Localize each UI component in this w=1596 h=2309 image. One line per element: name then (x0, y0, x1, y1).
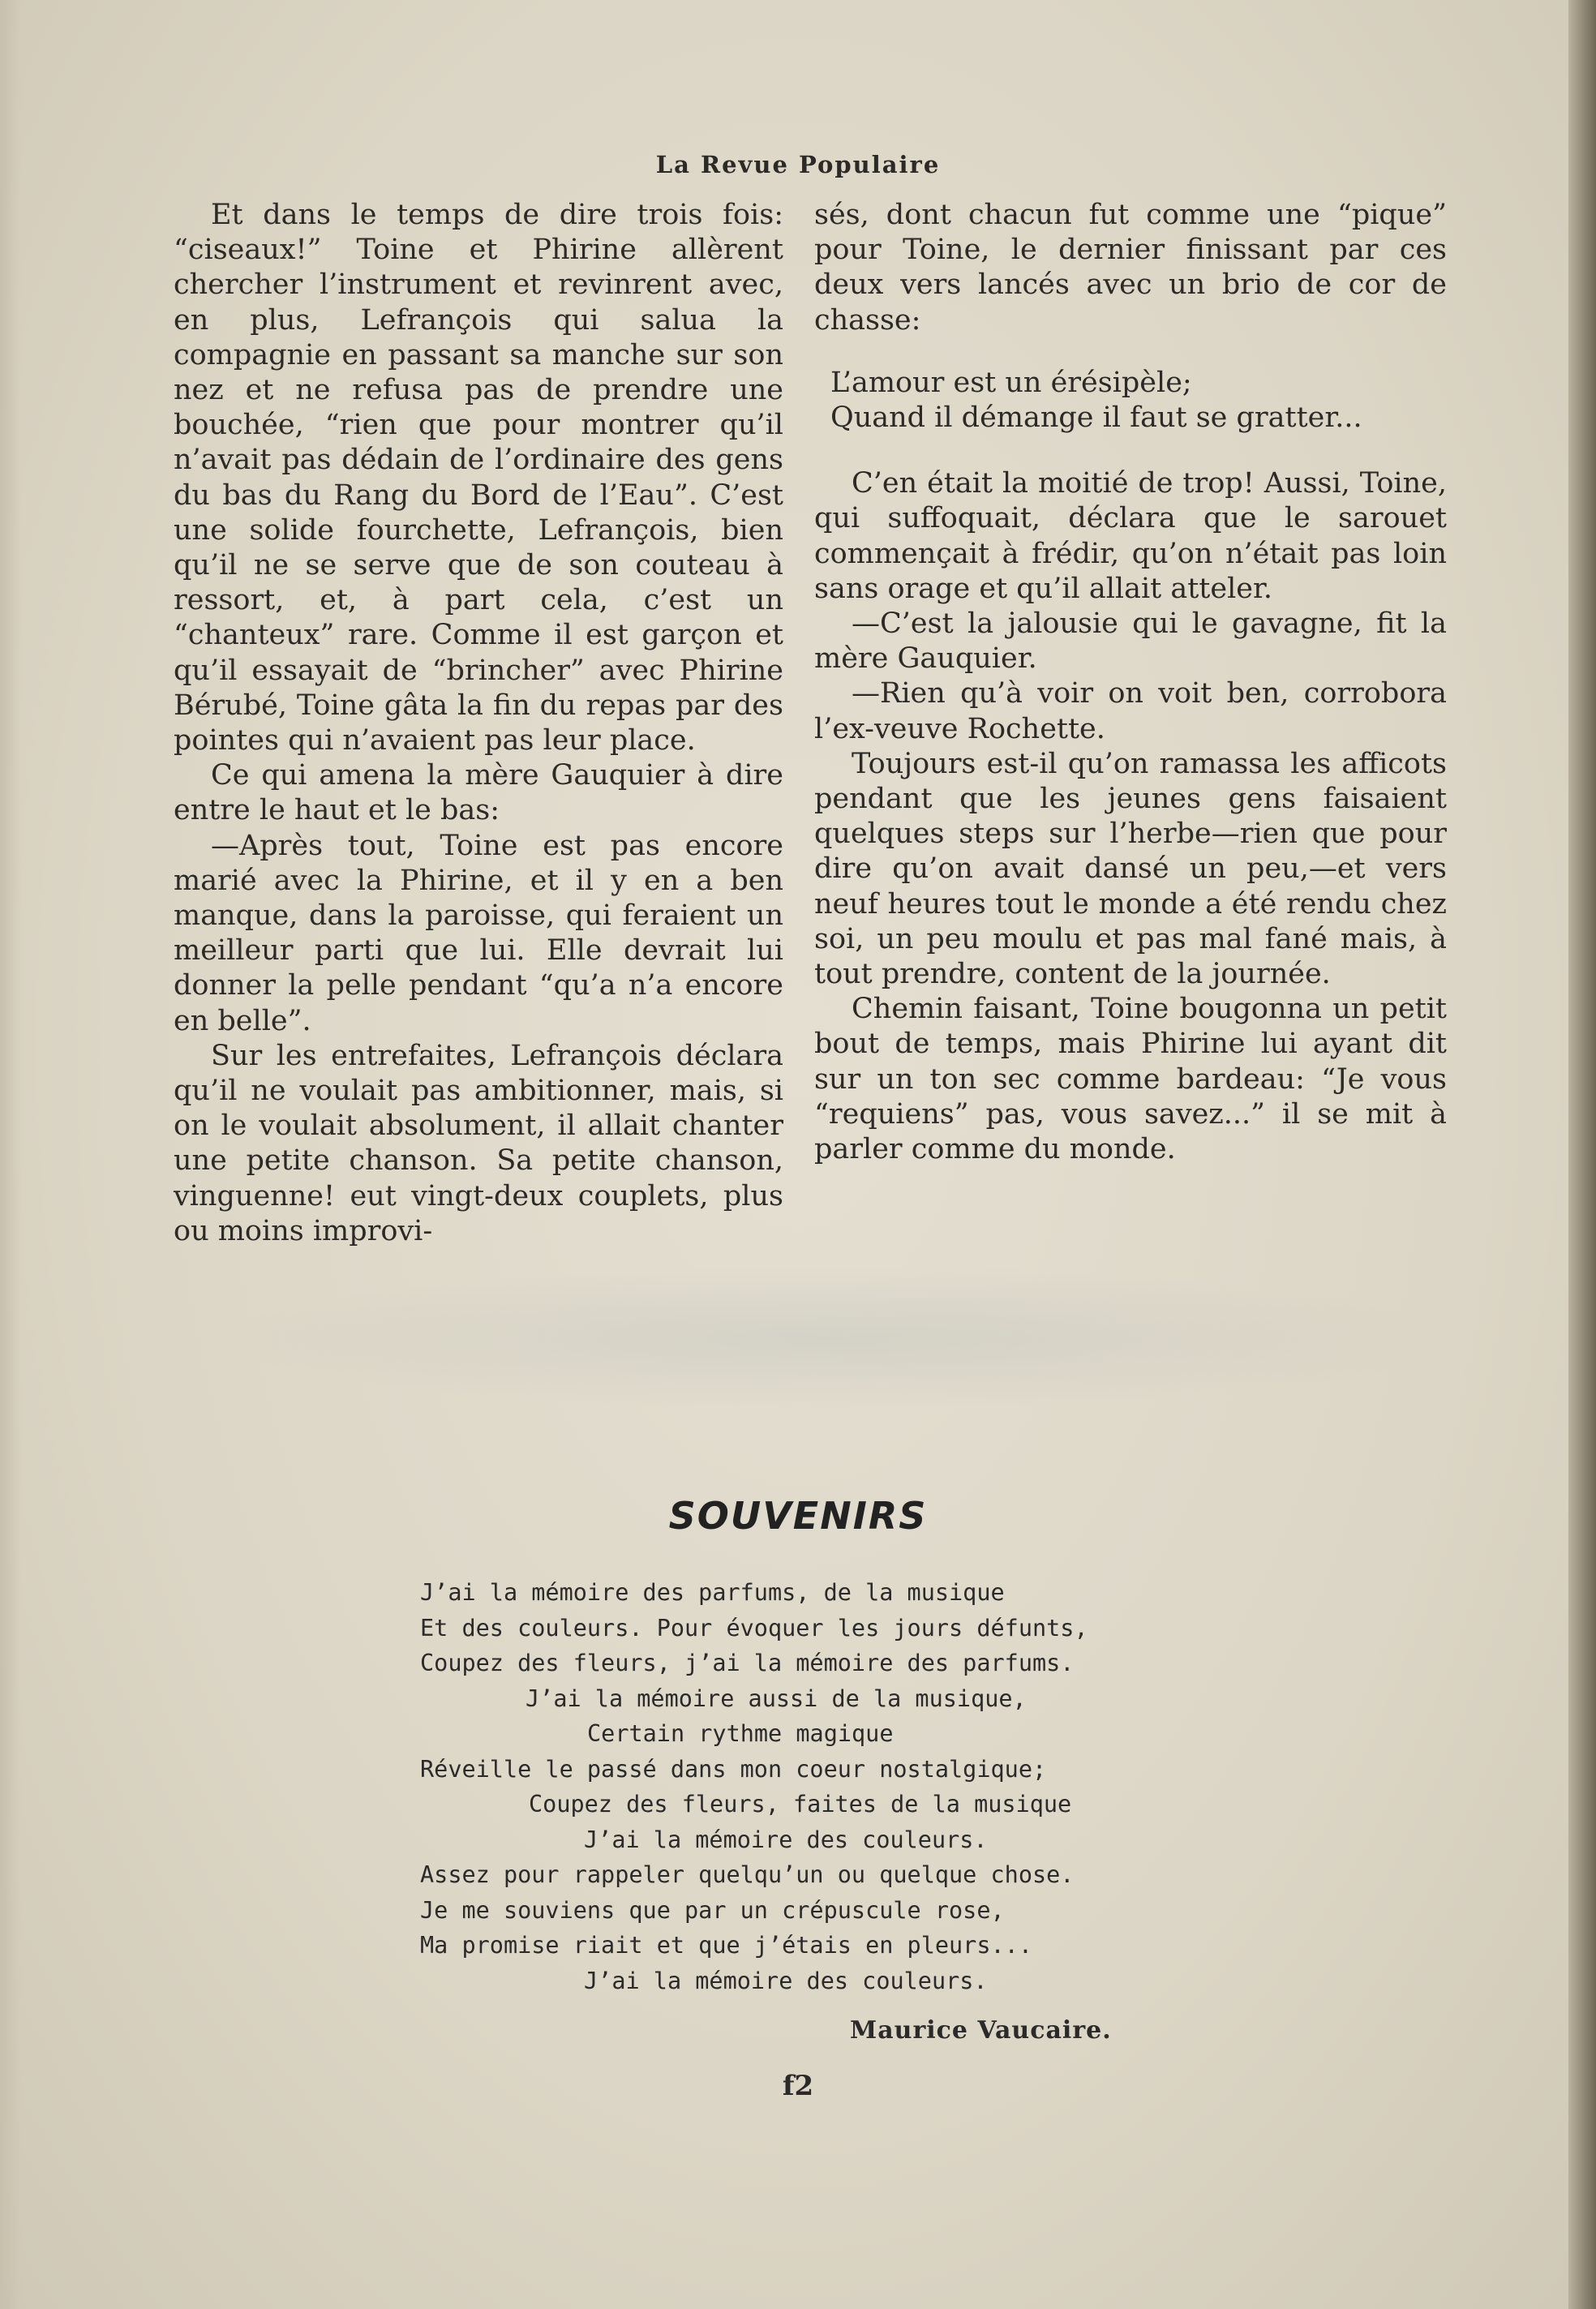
song-verse (830, 366, 1447, 436)
paragraph: Ce qui amena la mère Gauquier à dire entre le haut et le bas: (174, 759, 783, 827)
show-through-illustration (211, 1265, 1460, 1411)
right-column (814, 198, 1447, 1167)
poem-author: Maurice Vaucaire. (850, 2016, 1112, 2045)
poem-title: SOUVENIRS (668, 1494, 928, 1538)
paragraph: Sur les entrefaites, Lefrançois déclara qu’il ne voulait pas ambitionner, mais, si on le voulait absolument, il allait chanter une petite chanson. Sa petite chanson, vinguenne! eut vingt-deux couplets, plus ou moins improvi- (174, 1039, 783, 1247)
poem-line: J’ai la mémoire aussi de la musique, (526, 1685, 1027, 1712)
poem-line: Certain rythme magique (587, 1720, 894, 1747)
poem-line: J’ai la mémoire des couleurs. (584, 1826, 988, 1853)
paragraph: —Rien qu’à voir on voit ben, corrobora l’ex-veuve Rochette. (814, 677, 1447, 745)
poem-line: Ma promise riait et que j’étais en pleurs... (420, 1932, 1032, 1959)
verse-line: L’amour est un érésipèle; (830, 366, 1192, 399)
paragraph: Chemin faisant, Toine bougonna un petit bout de temps, mais Phirine lui ayant dit sur un ton sec comme bardeau: “Je vous “requiens” pas, vous savez...” il se mit à parler comme du monde. (814, 993, 1447, 1166)
poem (0, 1575, 1596, 1998)
poem-line: Coupez des fleurs, faites de la musique (529, 1791, 1072, 1818)
verse-line: Quand il démange il faut se gratter... (830, 401, 1362, 435)
poem-line: Coupez des fleurs, j’ai la mémoire des parfums. (420, 1650, 1075, 1676)
left-column (174, 198, 783, 1249)
page-number: f2 (782, 2070, 814, 2102)
poem-line: Je me souviens que par un crépuscule rose, (420, 1896, 1005, 1924)
paragraph: Toujours est-il qu’on ramassa les afficots pendant que les jeunes gens faisaient quelques steps sur l’herbe—rien que pour dire qu’on avait dansé un peu,—et vers neuf heures tout le monde a été rendu chez soi, un peu moulu et pas mal fané mais, à tout prendre, content de la journée. (814, 747, 1447, 991)
paragraph: —Après tout, Toine est pas encore marié avec la Phirine, et il y en a ben manque, dans la paroisse, qui feraient un meilleur parti que lui. Elle devrait lui donner la pelle pendant “qu’a n’a encore en belle”. (174, 829, 783, 1037)
paragraph: C’en était la moitié de trop! Aussi, Toine, qui suffoquait, déclara que le sarouet commençait à frédir, qu’on n’était pas loin sans orage et qu’il allait atteler. (814, 467, 1447, 605)
paragraph: —C’est la jalousie qui le gavagne, fit la mère Gauquier. (814, 607, 1447, 676)
running-header: La Revue Populaire (655, 151, 941, 178)
paragraph-continued: sés, dont chacun fut comme une “pique” pour Toine, le dernier finissant par ces deux vers lancés avec un brio de cor de chasse: (814, 199, 1447, 337)
poem-line: Réveille le passé dans mon coeur nostalgique; (420, 1755, 1047, 1783)
poem-line: Assez pour rappeler quelqu’un ou quelque chose. (420, 1861, 1075, 1888)
poem-line: Et des couleurs. Pour évoquer les jours défunts, (420, 1614, 1088, 1642)
poem-line: J’ai la mémoire des couleurs. (584, 1967, 988, 1994)
paragraph: Et dans le temps de dire trois fois: “ciseaux!” Toine et Phirine allèrent chercher l’instrument et revinrent avec, en plus, Lefrançois qui salua la compagnie en passant sa manche sur son nez et ne refusa pas de prendre une bouchée, “rien que pour montrer qu’il n’avait pas dédain de l’ordinaire des gens du bas du Rang du Bord de l’Eau”. C’est une solide fourchette, Lefrançois, bien qu’il ne se serve que de son couteau à ressort, et, à part cela, c’est un “chanteux” rare. Comme il est garçon et qu’il essayait de “brincher” avec Phirine Bérubé, Toine gâta la fin du repas par des pointes qui n’avaient pas leur place. (174, 199, 783, 758)
poem-line: J’ai la mémoire des parfums, de la musique (420, 1579, 1005, 1606)
